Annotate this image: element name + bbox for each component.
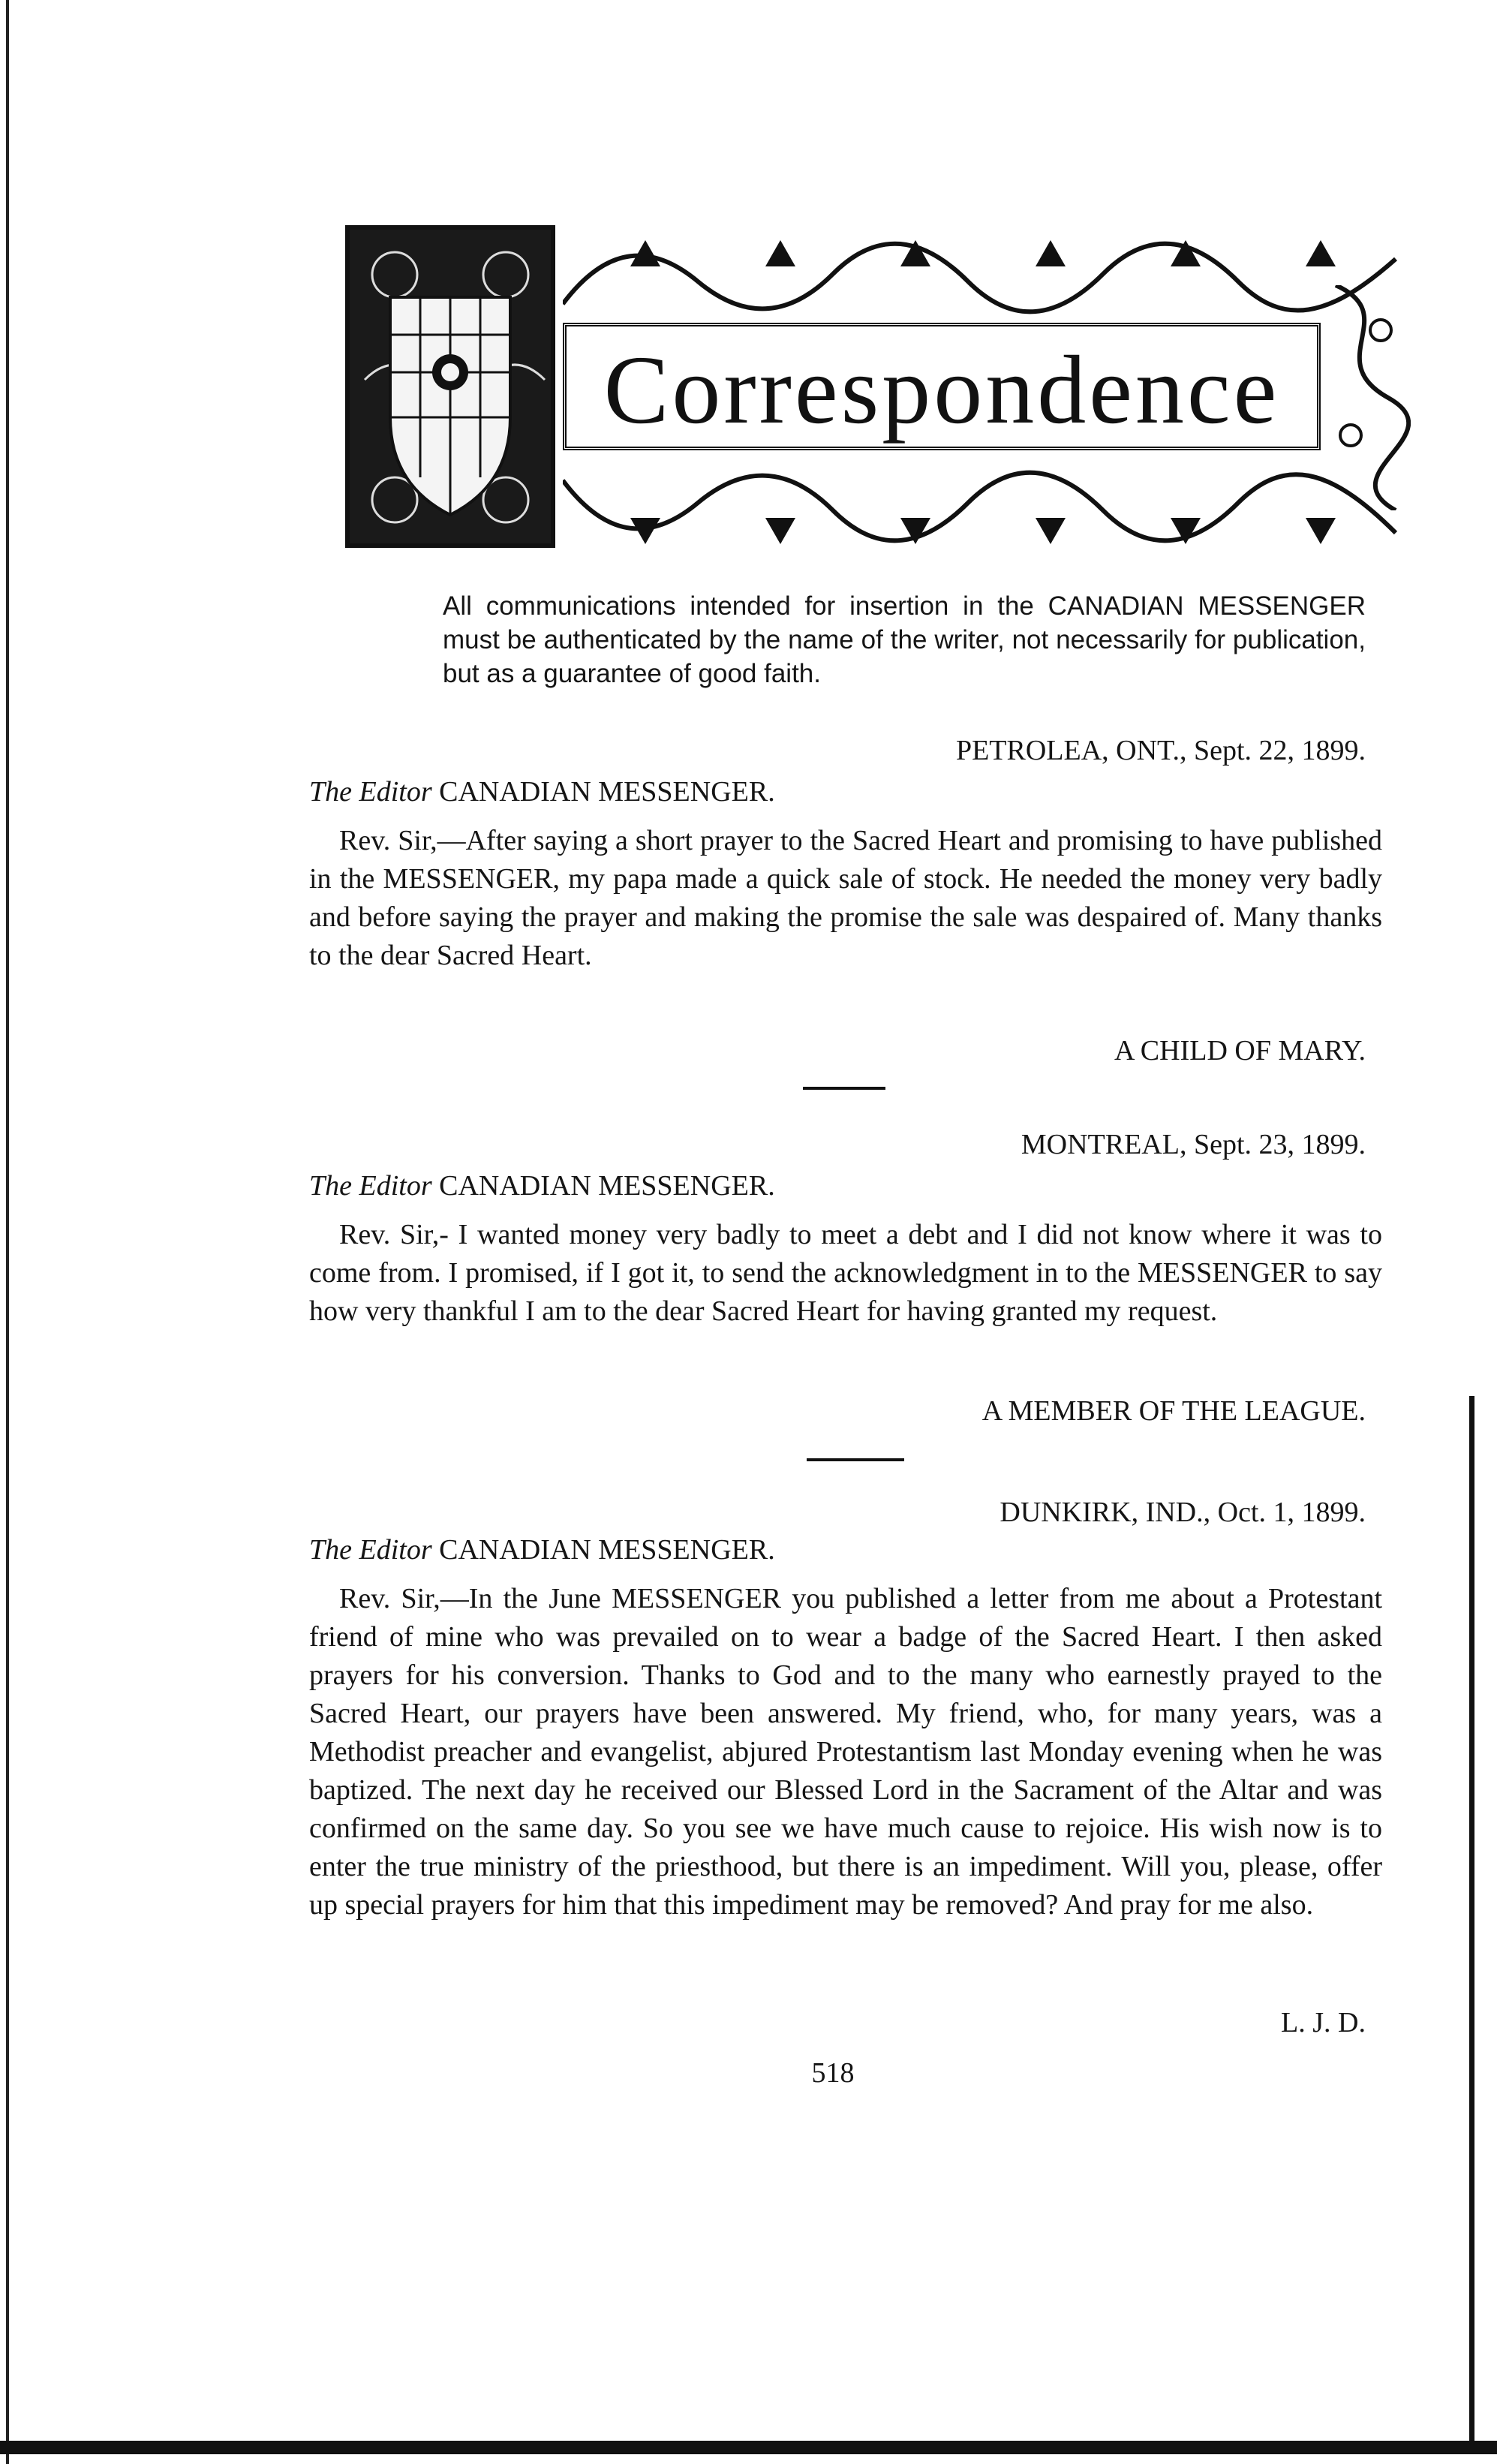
ornamental-initial-shield [345, 225, 555, 548]
letter-place-date: DUNKIRK, IND., Oct. 1, 1899. [1000, 1497, 1366, 1528]
addressee-publication: CANADIAN MESSENGER. [439, 1170, 775, 1202]
addressee-publication: CANADIAN MESSENGER. [439, 1534, 775, 1566]
section-divider [807, 1458, 904, 1461]
letter-paragraph: Rev. Sir,—After saying a short prayer to the Sacred Heart and promising to have published in the MESSENGER, my papa made a quick sale of stock. He needed the money very badly and before saying the prayer and making the promise the sale was despaired of. Many thanks to the dear Sacred Heart. [309, 825, 1382, 971]
page-title: Correspondence [603, 336, 1280, 444]
addressee-italic: The Editor [309, 1534, 432, 1566]
letter-addressee [309, 1531, 775, 1569]
scan-edge-left [6, 0, 9, 2464]
scan-edge-bottom [0, 2441, 1497, 2454]
letter-body [309, 1216, 1382, 1331]
submission-notice: All communications intended for insertion in the CANADIAN MESSENGER must be authenticated by the name of the writer, not necessarily for publication, but as a guarantee of good faith. [443, 591, 1366, 688]
letter-paragraph: Rev. Sir,—In the June MESSENGER you published a letter from me about a Protestant friend of mine who was prevailed on to wear a badge of the Sacred Heart. I then asked prayers for his conversion. Thanks to God and to the many who earnestly prayed to the Sacred Heart, our prayers have been answered. My friend, who, for many years, was a Methodist preacher and evangelist, abjured Protestantism last Monday evening when he was baptized. The next day he received our Blessed Lord in the Sacrament of the Altar and was confirmed on the same day. So you see we have much cause to rejoice. His wish now is to enter the true ministry of the priesthood, but there is an impediment. Will you, please, offer up special prayers for him that this impediment may be removed? And pray for me also. [309, 1583, 1382, 1921]
letter-signature: A CHILD OF MARY. [1114, 1035, 1366, 1067]
correspondence-header [345, 225, 1411, 570]
letter-paragraph: Rev. Sir,- I wanted money very badly to meet a debt and I did not know where it was to come from. I promised, if I got it, to send the acknowledgment in to the MESSENGER to say how very thankful I am to the dear Sacred Heart for having granted my request. [309, 1219, 1382, 1327]
letter-signature: A MEMBER OF THE LEAGUE. [981, 1395, 1366, 1427]
letter-body [309, 1580, 1382, 1924]
vine-ornament-bottom [563, 465, 1403, 548]
shield-icon [350, 230, 551, 543]
vine-ornament-top [563, 236, 1403, 319]
letter-place-date: PETROLEA, ONT., Sept. 22, 1899. [955, 735, 1366, 766]
letter-addressee [309, 1167, 775, 1205]
letter-body [309, 822, 1382, 975]
letter-place-date: MONTREAL, Sept. 23, 1899. [1021, 1129, 1366, 1160]
addressee-publication: CANADIAN MESSENGER. [439, 776, 775, 808]
letter-addressee [309, 773, 775, 811]
letter-signature: L. J. D. [1281, 2007, 1366, 2038]
section-divider [803, 1087, 885, 1090]
addressee-italic: The Editor [309, 1170, 432, 1202]
addressee-italic: The Editor [309, 776, 432, 808]
scan-edge-right [1469, 1396, 1474, 2447]
page-number: 518 [811, 2057, 855, 2089]
title-frame [563, 323, 1321, 450]
